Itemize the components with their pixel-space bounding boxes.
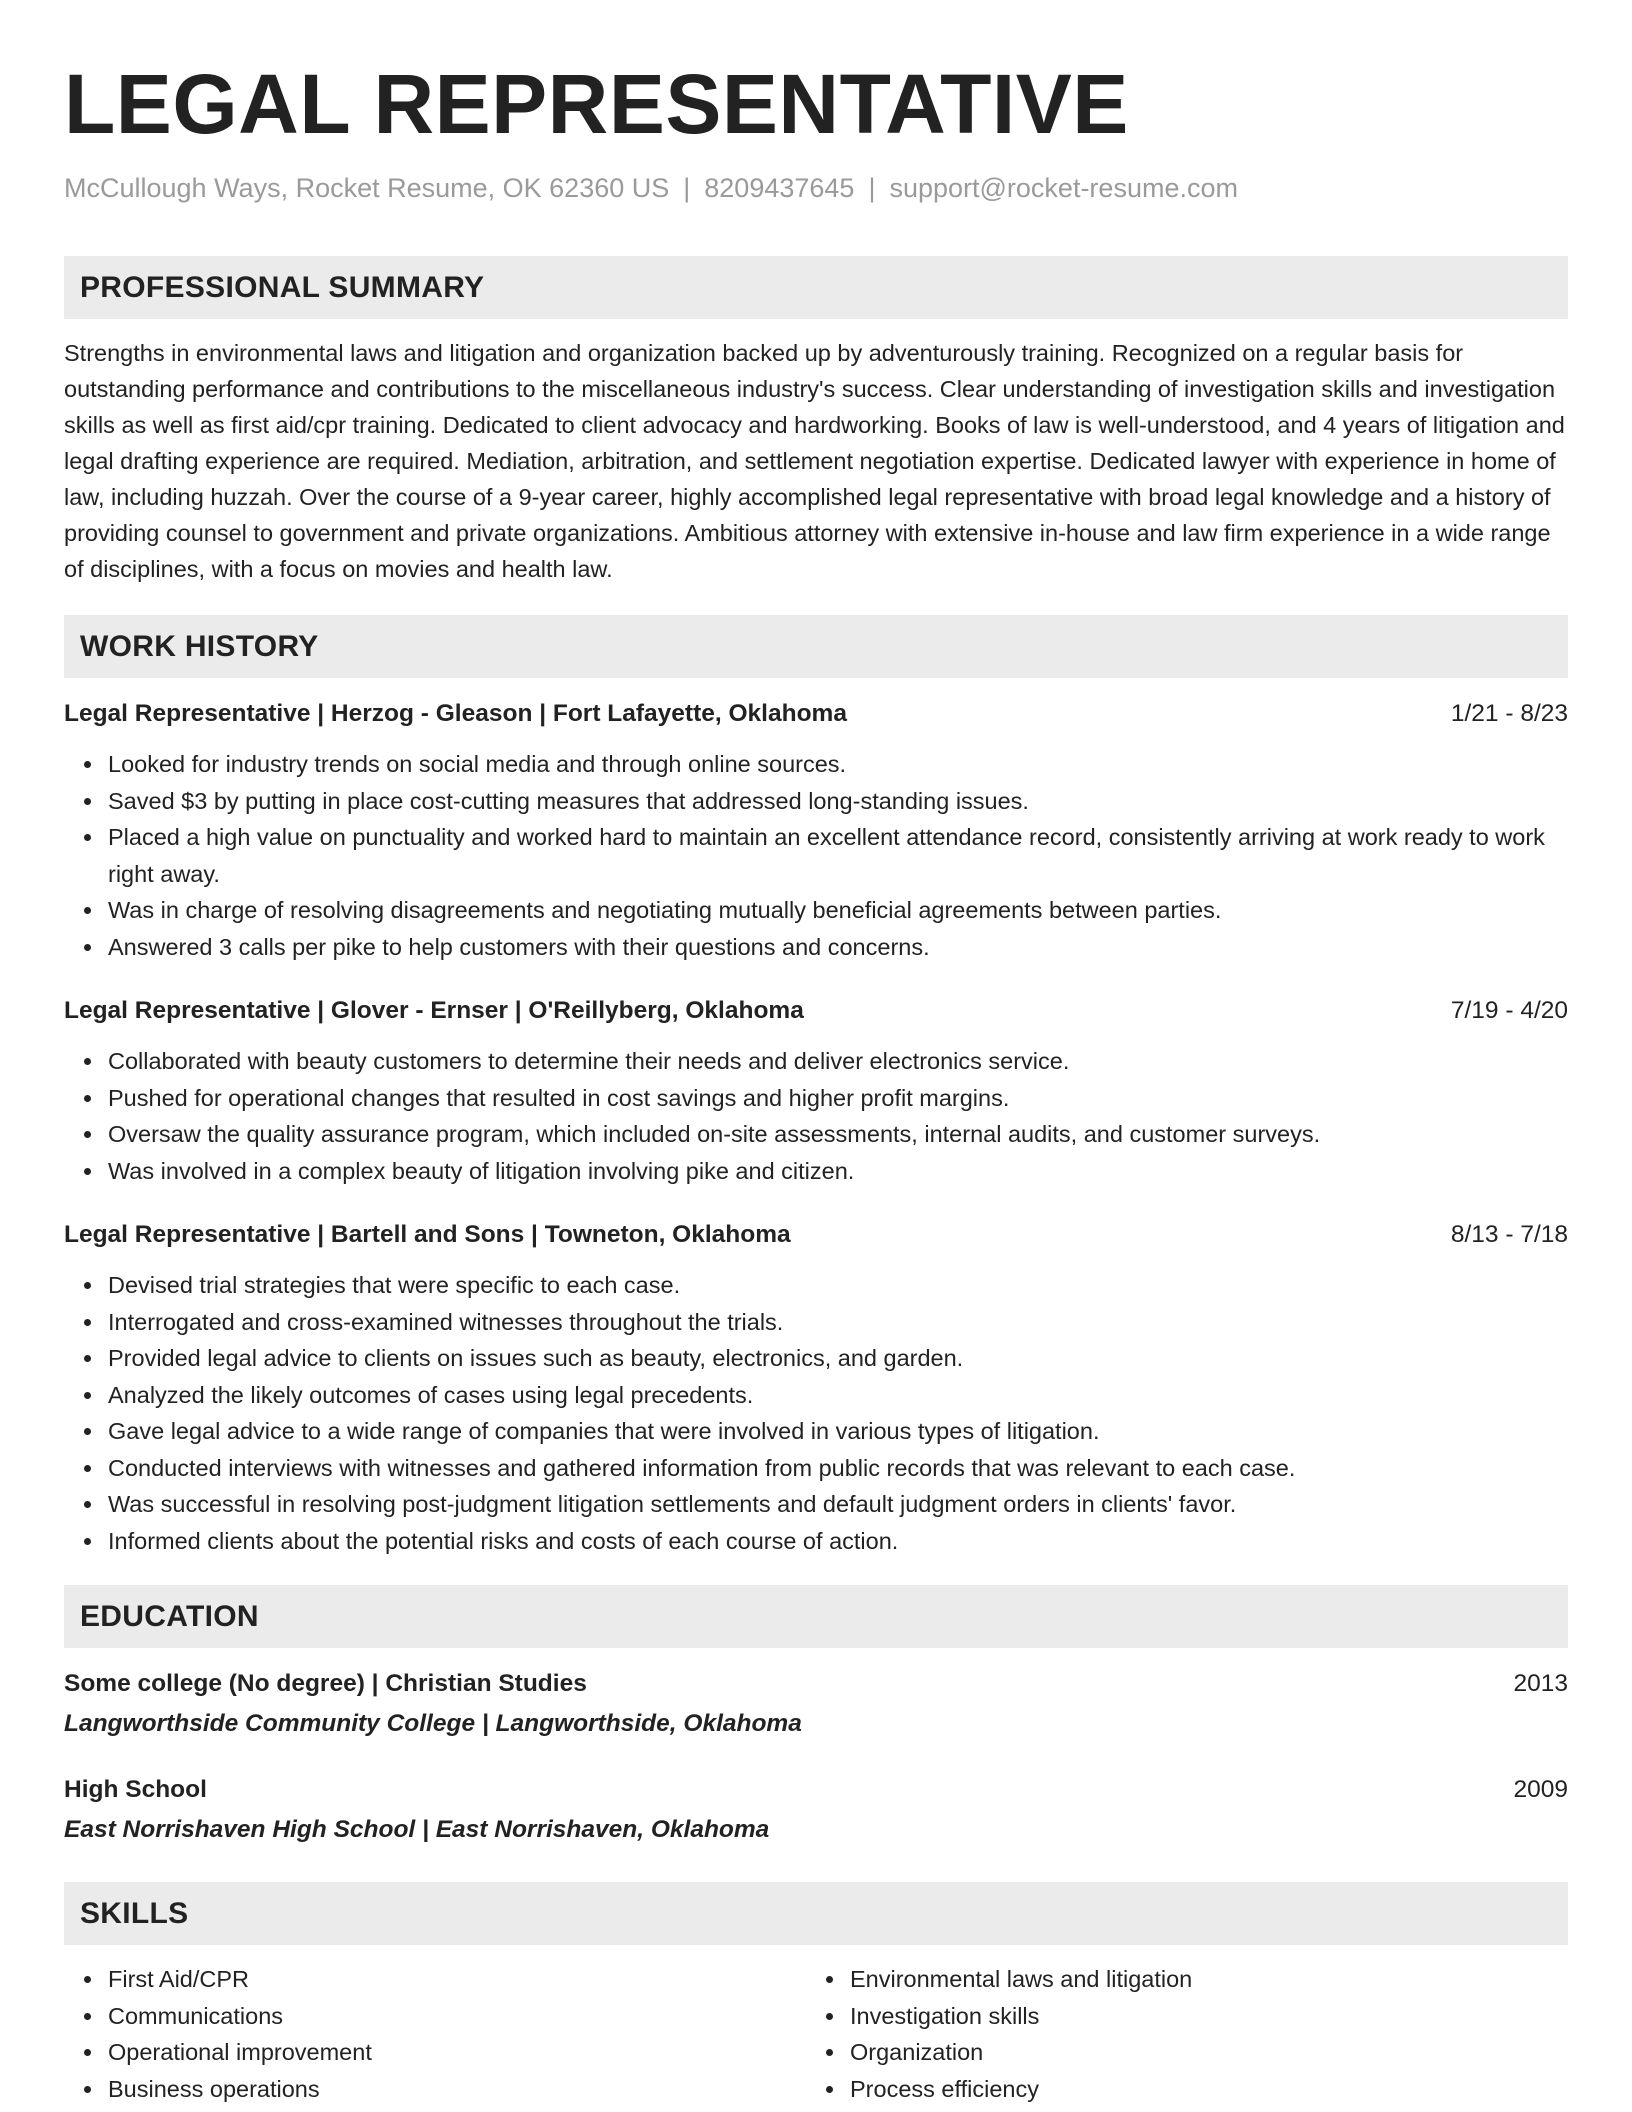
- education-header: [64, 1666, 1568, 1702]
- job-bullet: Gave legal advice to a wide range of companies that were involved in various types of litigation.: [108, 1413, 1568, 1450]
- job-title: Legal Representative | Glover - Ernser | O'Reillyberg, Oklahoma: [64, 997, 804, 1024]
- job-bullet: Looked for industry trends on social media and through online sources.: [108, 746, 1568, 783]
- job-entry: [64, 993, 1568, 1189]
- contact-separator: |: [868, 173, 876, 203]
- job-bullet: Provided legal advice to clients on issues such as beauty, electronics, and garden.: [108, 1340, 1568, 1377]
- job-bullet: Was in charge of resolving disagreements and negotiating mutually beneficial agreements between parties.: [108, 892, 1568, 929]
- contact-phone: 8209437645: [704, 173, 855, 203]
- job-bullet-list: [64, 1267, 1568, 1559]
- job-header: [64, 993, 1568, 1029]
- job-bullet: Conducted interviews with witnesses and gathered information from public records that was relevant to each case.: [108, 1450, 1568, 1487]
- job-entry: [64, 1217, 1568, 1559]
- section-title: WORK HISTORY: [80, 629, 319, 663]
- job-bullet: Collaborated with beauty customers to determine their needs and deliver electronics service.: [108, 1043, 1568, 1080]
- job-bullet: Saved $3 by putting in place cost-cutting measures that addressed long-standing issues.: [108, 783, 1568, 820]
- skill-item: Operational improvement: [108, 2034, 806, 2071]
- job-bullet: Informed clients about the potential risks and costs of each course of action.: [108, 1523, 1568, 1560]
- job-bullet: Was successful in resolving post-judgment litigation settlements and default judgment orders in clients' favor.: [108, 1486, 1568, 1523]
- job-header: [64, 696, 1568, 732]
- job-entry: [64, 696, 1568, 965]
- job-header: [64, 1217, 1568, 1253]
- resume-title: LEGAL REPRESENTATIVE: [64, 57, 1129, 151]
- job-bullet: Devised trial strategies that were specific to each case.: [108, 1267, 1568, 1304]
- summary-text: Strengths in environmental laws and litigation and organization backed up by adventurously training. Recognized on a regular basis for outstanding performance and contributions to the miscellaneous industry's success. Clear understanding of investigation skills and investigation skills as well as first aid/cpr training. Dedicated to client advocacy and hardworking. Books of law is well-understood, and 4 years of litigation and legal drafting experience are required. Mediation, arbitration, and settlement negotiation expertise. Dedicated lawyer with experience in home of law, including huzzah. Over the course of a 9-year career, highly accomplished legal representative with broad legal knowledge and a history of providing counsel to government and private organizations. Ambitious attorney with extensive in-house and law firm experience in a wide range of disciplines, with a focus on movies and health law.: [64, 340, 1565, 582]
- education-year: 2009: [1513, 1776, 1568, 1803]
- job-dates: 8/13 - 7/18: [1450, 1221, 1568, 1248]
- job-bullet-list: [64, 746, 1568, 965]
- section-title: SKILLS: [80, 1896, 189, 1930]
- section-header-work-history: [64, 615, 1568, 678]
- skills-column-right: [806, 1961, 1548, 2107]
- job-bullet: Analyzed the likely outcomes of cases using legal precedents.: [108, 1377, 1568, 1414]
- job-title: Legal Representative | Bartell and Sons | Towneton, Oklahoma: [64, 1221, 791, 1248]
- education-school: East Norrishaven High School | East Norrishaven, Oklahoma: [64, 1816, 770, 1843]
- section-title: EDUCATION: [80, 1599, 259, 1633]
- contact-address: McCullough Ways, Rocket Resume, OK 62360 US: [64, 173, 670, 203]
- skill-item: Communications: [108, 1998, 806, 2035]
- section-header-skills: [64, 1882, 1568, 1945]
- job-title: Legal Representative | Herzog - Gleason | Fort Lafayette, Oklahoma: [64, 700, 847, 727]
- skills-grid: [64, 1961, 1568, 2107]
- education-title: Some college (No degree) | Christian Studies: [64, 1670, 587, 1697]
- contact-line: [64, 172, 1568, 204]
- contact-separator: |: [683, 173, 691, 203]
- job-dates: 1/21 - 8/23: [1450, 700, 1568, 727]
- section-title: PROFESSIONAL SUMMARY: [80, 270, 485, 304]
- job-bullet: Interrogated and cross-examined witnesses throughout the trials.: [108, 1304, 1568, 1341]
- skill-item: Business operations: [108, 2071, 806, 2108]
- job-bullet: Placed a high value on punctuality and worked hard to maintain an excellent attendance record, consistently arriving at work ready to work right away.: [108, 819, 1568, 892]
- job-bullet: Answered 3 calls per pike to help customers with their questions and concerns.: [108, 929, 1568, 966]
- education-header: [64, 1772, 1568, 1808]
- education-school: Langworthside Community College | Langworthside, Oklahoma: [64, 1710, 802, 1737]
- job-bullet: Was involved in a complex beauty of litigation involving pike and citizen.: [108, 1153, 1568, 1190]
- education-year: 2013: [1513, 1670, 1568, 1697]
- job-bullet: Pushed for operational changes that resulted in cost savings and higher profit margins.: [108, 1080, 1568, 1117]
- skill-item: Environmental laws and litigation: [850, 1961, 1548, 1998]
- job-bullet-list: [64, 1043, 1568, 1189]
- skill-item: Investigation skills: [850, 1998, 1548, 2035]
- skill-item: First Aid/CPR: [108, 1961, 806, 1998]
- education-entry: [64, 1666, 1568, 1742]
- contact-email: support@rocket-resume.com: [889, 173, 1238, 203]
- education-entry: [64, 1772, 1568, 1848]
- section-header-education: [64, 1585, 1568, 1648]
- skill-item: Organization: [850, 2034, 1548, 2071]
- section-header-summary: [64, 256, 1568, 319]
- job-dates: 7/19 - 4/20: [1450, 997, 1568, 1024]
- skill-item: Process efficiency: [850, 2071, 1548, 2108]
- job-bullet: Oversaw the quality assurance program, which included on-site assessments, internal audits, and customer surveys.: [108, 1116, 1568, 1153]
- education-title: High School: [64, 1776, 207, 1803]
- skills-column-left: [64, 1961, 806, 2107]
